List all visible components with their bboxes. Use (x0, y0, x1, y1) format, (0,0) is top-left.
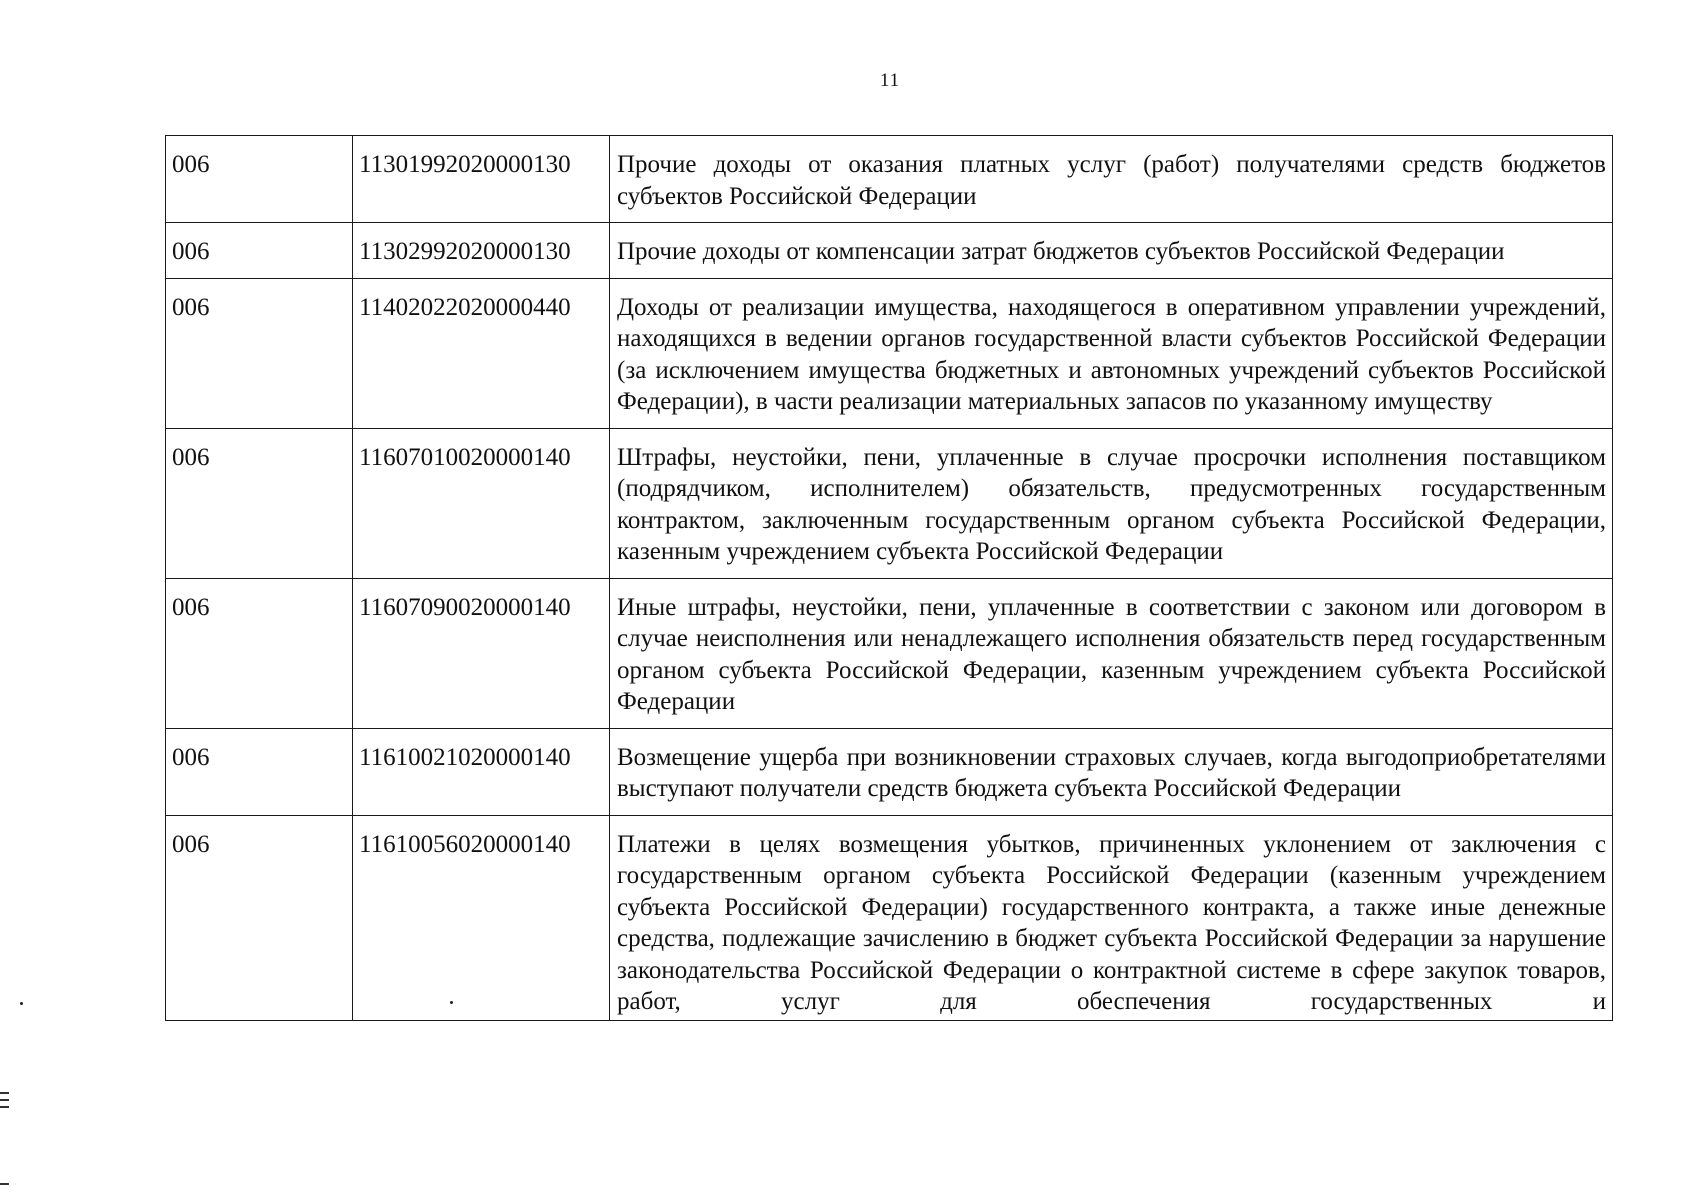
description-cell (610, 136, 1613, 223)
scan-edge-mark (0, 1092, 9, 1094)
description-text: Иные штрафы, неустойки, пени, уплаченные в соответствии с законом или договором в случае неисполнения или ненадлежащего исполнения обязательств перед государственным органом субъекта Российской Федерации, казенным учреждением субъекта Российской Федерации (617, 593, 1606, 715)
table-row (166, 815, 1613, 1020)
description-cell (610, 815, 1613, 1020)
admin-code-cell: 006 (166, 815, 353, 1020)
description-text: Прочие доходы от оказания платных услуг (работ) получателями средств бюджетов субъектов Российской Федерации (617, 151, 1606, 210)
table-row (166, 278, 1613, 428)
admin-code-cell: 006 (166, 428, 353, 578)
admin-code-cell: 006 (166, 136, 353, 223)
page-number: 11 (879, 70, 901, 91)
description-cell (610, 578, 1613, 728)
revenue-code-cell: 11302992020000130 (353, 223, 610, 279)
admin-code-cell: 006 (166, 278, 353, 428)
table-row (166, 223, 1613, 279)
revenue-code-cell: 11402022020000440 (353, 278, 610, 428)
table-row (166, 578, 1613, 728)
description-cell (610, 223, 1613, 279)
table-row (166, 136, 1613, 223)
description-cell (610, 278, 1613, 428)
admin-code-cell: 006 (166, 728, 353, 815)
revenue-code-cell: 11607010020000140 (353, 428, 610, 578)
admin-code-cell: 006 (166, 223, 353, 279)
revenue-codes-table (165, 135, 1613, 1021)
description-text: Штрафы, неустойки, пени, уплаченные в случае просрочки исполнения поставщиком (подрядчиком, исполнителем) обязательств, предусмотренных государственным контрактом, заключенным государственным органом субъекта Российской Федерации, казенным учреждением субъекта Российской Федерации (617, 443, 1606, 565)
description-text: Доходы от реализации имущества, находящегося в оперативном управлении учреждений, находящихся в ведении органов государственной власти субъектов Российской Федерации (за исключением имущества бюджетных и автономных учреждений субъектов Российской Федерации), в части реализации материальных запасов по указанному имуществу (617, 293, 1606, 415)
description-cell (610, 428, 1613, 578)
description-text: Возмещение ущерба при возникновении страховых случаев, когда выгодоприобретателями выступают получатели средств бюджета субъекта Российской Федерации (617, 743, 1606, 802)
revenue-code-cell: 11301992020000130 (353, 136, 610, 223)
revenue-code-cell: 11610056020000140 (353, 815, 610, 1020)
description-text: Прочие доходы от компенсации затрат бюджетов субъектов Российской Федерации (617, 238, 1505, 265)
description-cell (610, 728, 1613, 815)
scan-edge-mark (0, 1099, 9, 1101)
scan-edge-mark (0, 1106, 9, 1108)
scan-edge-mark (0, 1183, 9, 1185)
revenue-code-cell: 11610021020000140 (353, 728, 610, 815)
scan-speck (450, 1001, 453, 1004)
revenue-code-cell: 11607090020000140 (353, 578, 610, 728)
admin-code-cell: 006 (166, 578, 353, 728)
table-row (166, 728, 1613, 815)
description-text: Платежи в целях возмещения убытков, причиненных уклонением от заключения с государственным органом субъекта Российской Федерации (казенным учреждением субъекта Российской Федерации) государственного контракта, а также иные денежные средства, подлежащие зачислению в бюджет субъекта Российской Федерации за нарушение законодательства Российской Федерации о контрактной системе в сфере закупок товаров, работ, услуг для обеспечения государственных и (617, 830, 1606, 1015)
scan-speck (20, 1002, 23, 1005)
table-row (166, 428, 1613, 578)
